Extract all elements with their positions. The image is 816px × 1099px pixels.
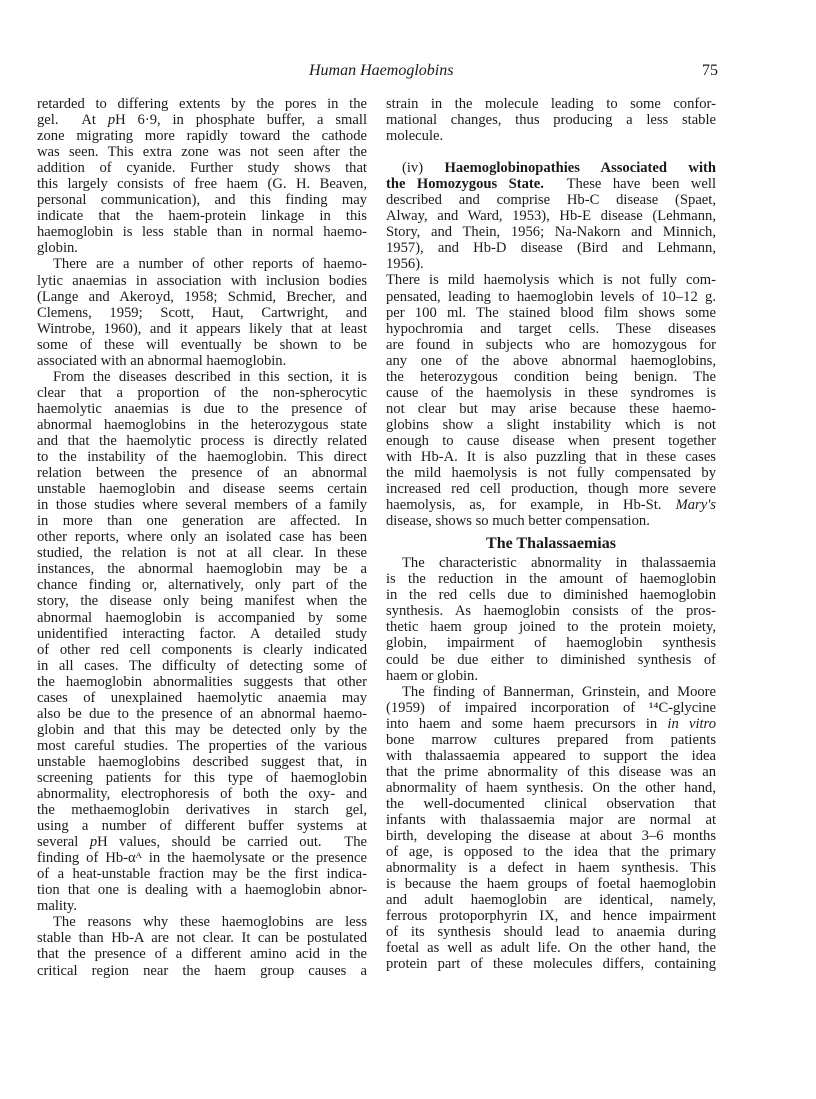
text-line: There are a number of other reports of haemo-: [53, 256, 367, 273]
text-line: could be due either to diminished synthesis of: [386, 651, 716, 668]
text-line: the methaemoglobin derivatives in starch gel,: [37, 802, 367, 819]
text-line: and adult haemoglobin are identical, namely,: [386, 892, 716, 909]
text-line: abnormal haemoglobin is accompanied by some: [37, 609, 367, 626]
paragraph-continuation: [386, 96, 716, 144]
text-line: The reasons why these haemoglobins are less: [53, 914, 367, 931]
text-line: enough to cause disease when present together: [386, 432, 716, 449]
text-line: was seen. This extra zone was not seen after the: [37, 144, 367, 161]
text-line: also be due to the presence of an abnormal haemo-: [37, 705, 367, 722]
text-line: (1959) of impaired incorporation of ¹⁴C-glycine: [386, 699, 716, 716]
text-line: some of these will eventually be shown to be: [37, 336, 367, 353]
text-line: not clear but may arise because these haemo-: [386, 400, 716, 417]
text-line: addition of cyanide. Further study shows that: [37, 160, 367, 177]
text-line: Story, and Thein, 1956; Na-Nakorn and Minnich,: [386, 224, 716, 241]
left-column: [37, 96, 367, 979]
text-line: bone marrow cultures prepared from patients: [386, 731, 716, 748]
text-line: with thalassaemia appeared to support the idea: [386, 747, 716, 764]
text-line: abnormal haemoglobins in the heterozygous state: [37, 416, 367, 433]
paragraph-unstable-zone: [37, 96, 367, 256]
text-line: birth, developing the disease at about 3–6 months: [386, 828, 716, 845]
text-line: and that the haemolytic process is directly related: [37, 432, 367, 449]
paragraph-bannerman-finding: [386, 684, 716, 973]
text-line: instances, the abnormal haemoglobin may be a: [37, 561, 367, 578]
text-line: story, the disease only being manifest when the: [37, 593, 367, 610]
text-fragment: These have been well: [566, 176, 717, 193]
text-line: haem or globin.: [386, 667, 479, 684]
text-line: The characteristic abnormality in thalassaemia: [402, 555, 716, 572]
text-line: is the reduction in the amount of haemoglobin: [386, 571, 716, 588]
text-line: globins show a slight instability which is not: [386, 416, 716, 433]
page-number: 75: [702, 62, 718, 79]
text-line: There is mild haemolysis which is not fully com-: [386, 272, 716, 289]
text-line: indicate that the haem-protein linkage in this: [37, 208, 367, 225]
text-line: haemolysis, as, for example, in Hb-St. Mary's: [386, 497, 716, 514]
text-line: abnormality of haem synthesis. On the other hand,: [386, 779, 716, 796]
text-line: are found in subjects who are homozygous for: [386, 336, 716, 353]
text-line: of age, is opposed to the idea that the primary: [386, 844, 716, 861]
paragraph-characteristic-abnormality: [386, 555, 716, 683]
text-line: the heterozygous condition being benign. The: [386, 368, 716, 385]
text-line: in all cases. The difficulty of detecting some of: [37, 657, 367, 674]
text-line: this largely consists of free haem (G. H. Beaven,: [37, 176, 367, 193]
text-line: globin, impairment of haemoglobin synthesis: [386, 635, 716, 652]
section-title: Haemoglobinopathies Associated with: [444, 160, 716, 177]
section-heading-line: [386, 176, 716, 192]
text-line: critical region near the haem group causes a: [37, 962, 367, 979]
text-line: screening patients for this type of haemoglobin: [37, 769, 367, 786]
text-line: clear that a proportion of the non-spherocytic: [37, 384, 367, 401]
text-line: associated with an abnormal haemoglobin.: [37, 352, 287, 369]
text-line: chance finding or, alternatively, only part of the: [37, 577, 367, 594]
text-line: lytic anaemias in association with inclusion bodies: [37, 272, 367, 289]
text-line: per 100 ml. The stained blood film shows some: [386, 304, 716, 321]
text-line: gel. At pH 6·9, in phosphate buffer, a small: [37, 112, 367, 129]
text-line: increased red cell production, though more severe: [386, 481, 716, 498]
text-line: abnormality, electrophoresis of both the oxy- and: [37, 786, 367, 803]
text-line: infants with thalassaemia major are normal at: [386, 811, 716, 828]
text-line: other reports, where only an isolated case has been: [37, 529, 367, 546]
text-line: that the presence of a different amino acid in the: [37, 946, 367, 963]
text-line: thetic haem group joined to the protein moiety,: [386, 619, 716, 636]
text-line: studied, the relation is not at all clear. In these: [37, 545, 367, 562]
text-line: Alway, and Ward, 1953), Hb-E disease (Lehmann,: [386, 208, 716, 225]
text-line: 1956).: [386, 256, 424, 273]
section-number: (iv): [402, 160, 424, 177]
text-line: with Hb-A. It is also puzzling that in these cases: [386, 448, 716, 465]
section-iv-homozygous: [386, 160, 716, 272]
text-line: relation between the presence of an abnormal: [37, 465, 367, 482]
text-line: Clemens, 1959; Scott, Haut, Cartwright, and: [37, 304, 367, 321]
right-column: [386, 96, 716, 972]
text-line: personal communication), and this finding may: [37, 192, 367, 209]
running-title: Human Haemoglobins: [309, 62, 454, 79]
text-line: using a number of different buffer systems at: [37, 818, 367, 835]
text-line: the well-documented clinical observation that: [386, 795, 716, 812]
text-line: that the prime abnormality of this disease was an: [386, 763, 716, 780]
text-line: retarded to differing extents by the pores in the: [37, 96, 367, 112]
text-line: cases of unexplained haemolytic anaemia may: [37, 689, 367, 706]
paragraph-inclusion-bodies: [37, 256, 367, 368]
text-line: zone migrating more rapidly toward the cathode: [37, 128, 367, 145]
text-line: Wintrobe, 1960), and it appears likely that at least: [37, 320, 367, 337]
text-line: 1957), and Hb-D disease (Bird and Lehmann,: [386, 240, 716, 257]
text-line: hypochromia and target cells. These diseases: [386, 320, 716, 337]
text-line: of other red cell components is clearly indicated: [37, 641, 367, 658]
text-line: in those studies where several members of a family: [37, 497, 367, 514]
text-line: molecule.: [386, 128, 444, 145]
paragraph-diseases-described: [37, 369, 367, 915]
text-line: synthesis. As haemoglobin consists of the pros-: [386, 603, 716, 620]
text-line: haemoglobin is less stable than in normal haemo-: [37, 224, 367, 241]
text-line: in the red cells due to diminished haemoglobin: [386, 587, 716, 604]
section-heading-thalassaemias: The Thalassaemias: [486, 535, 616, 553]
text-line: (Lange and Akeroyd, 1958; Schmid, Brecher, and: [37, 288, 367, 305]
text-line: mational changes, thus producing a less stable: [386, 112, 716, 129]
text-line: unstable haemoglobins described suggest that, in: [37, 753, 367, 770]
text-line: unstable haemoglobin and disease seems certain: [37, 481, 367, 498]
text-line: to the instability of the haemoglobin. This direct: [37, 449, 367, 466]
text-line: stable than Hb-A are not clear. It can be postulated: [37, 930, 367, 947]
text-line: of its synthesis should lead to anaemia during: [386, 924, 716, 941]
text-line: of a heat-unstable fraction may be the first indica-: [37, 866, 367, 883]
text-line: abnormality is a defect in haem synthesis. This: [386, 860, 716, 877]
text-line: tion that one is dealing with a haemoglobin abnor-: [37, 882, 367, 899]
text-line: mality.: [37, 898, 77, 915]
text-line: From the diseases described in this section, it is: [53, 368, 367, 385]
paragraph-reasons-unstable: [37, 914, 367, 978]
text-line: protein part of these molecules differs, containing: [386, 956, 716, 973]
text-line: any one of the above abnormal haemoglobins,: [386, 352, 716, 369]
text-line: pensated, leading to haemoglobin levels of 10–12 g.: [386, 288, 716, 305]
section-title: the Homozygous State.: [386, 176, 544, 193]
text-line: cause of the haemolysis in these syndromes is: [386, 384, 716, 401]
text-line: globin.: [37, 240, 78, 257]
text-line: globin and that this may be detected only by the: [37, 721, 367, 738]
text-line: unidentified interacting factor. A detailed study: [37, 625, 367, 642]
text-line: haemolytic anaemias is due to the presence of: [37, 400, 367, 417]
text-line: in more than one generation are affected. In: [37, 513, 367, 530]
text-line: into haem and some haem precursors in in vitro: [386, 715, 716, 732]
text-line: strain in the molecule leading to some confor-: [386, 96, 716, 112]
text-line: disease, shows so much better compensation.: [386, 513, 650, 530]
text-line: described and comprise Hb-C disease (Spaet,: [386, 192, 716, 209]
text-line: The finding of Bannerman, Grinstein, and Moore: [402, 683, 716, 700]
text-line: most careful studies. The properties of the various: [37, 737, 367, 754]
paragraph-mild-haemolysis: [386, 272, 716, 529]
text-line: foetal as well as adult life. On the other hand, the: [386, 940, 716, 957]
running-head: [0, 62, 816, 82]
text-line: the mild haemolysis is not fully compensated by: [386, 465, 716, 482]
text-line: finding of Hb-αᴬ in the haemolysate or the presence: [37, 850, 367, 867]
spacer: [386, 144, 716, 160]
section-heading-line: [386, 160, 716, 176]
text-line: the haemoglobin abnormalities suggests that other: [37, 673, 367, 690]
text-line: ferrous protoporphyrin IX, and hence impairment: [386, 908, 716, 925]
text-line: several pH values, should be carried out. The: [37, 834, 367, 851]
text-line: is because the haem groups of foetal haemoglobin: [386, 876, 716, 893]
